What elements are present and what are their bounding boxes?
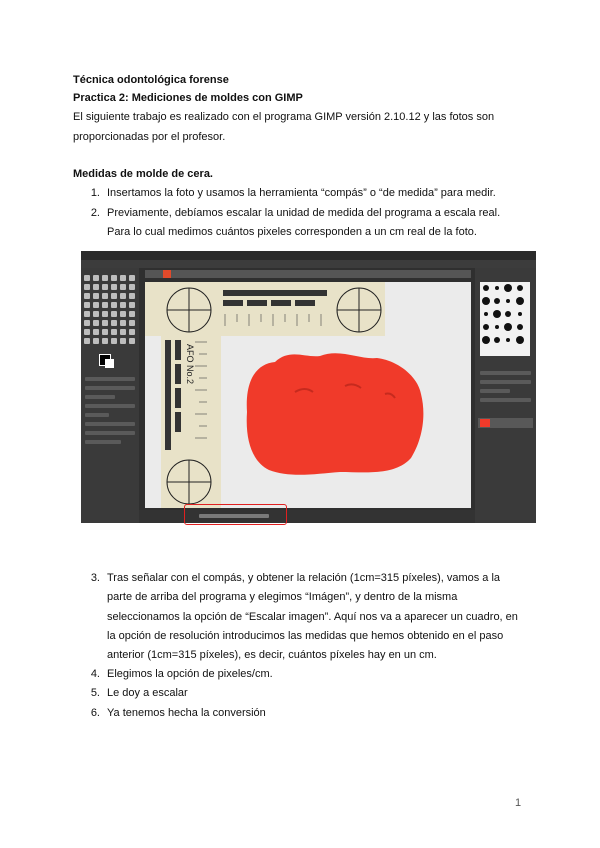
- tool-icon: [111, 311, 117, 317]
- tool-icon: [102, 293, 108, 299]
- tool-icon: [111, 302, 117, 308]
- tool-icon: [93, 338, 99, 344]
- tool-icon: [84, 293, 90, 299]
- bg-color-swatch: [105, 359, 114, 368]
- tool-icon: [111, 320, 117, 326]
- tool-icon: [84, 284, 90, 290]
- doc-subtitle: Practica 2: Mediciones de moldes con GIMP: [73, 92, 303, 104]
- tool-icon: [120, 311, 126, 317]
- tool-icon: [120, 320, 126, 326]
- tool-icon: [102, 311, 108, 317]
- tool-icon: [111, 275, 117, 281]
- tool-icon: [111, 284, 117, 290]
- intro-line-2: proporcionadas por el profesor.: [73, 131, 226, 143]
- tool-options-panel: [83, 372, 137, 482]
- step-number: 3.: [90, 572, 100, 584]
- gimp-titlebar: [81, 251, 536, 260]
- tool-icon: [93, 329, 99, 335]
- tool-icon: [111, 293, 117, 299]
- tool-icon: [102, 320, 108, 326]
- tool-icon: [102, 284, 108, 290]
- tool-icon: [102, 302, 108, 308]
- tool-icon: [93, 293, 99, 299]
- tool-icon: [84, 302, 90, 308]
- tool-icon: [120, 293, 126, 299]
- gimp-toolbox: [81, 268, 139, 523]
- tool-icon: [120, 329, 126, 335]
- step-number: 4.: [90, 668, 100, 680]
- tool-icon: [93, 311, 99, 317]
- mold-photo: [145, 282, 471, 508]
- tool-icon: [120, 284, 126, 290]
- ruler-label: AFO No.2: [185, 344, 195, 385]
- tool-icon: [129, 284, 135, 290]
- step-text: Previamente, debíamos escalar la unidad de medida del programa a escala real.: [107, 207, 501, 219]
- tool-icon: [93, 275, 99, 281]
- gimp-menubar: [81, 260, 536, 268]
- status-highlight-box: [184, 504, 287, 525]
- tool-icon: [129, 320, 135, 326]
- step-number: 2.: [90, 207, 100, 219]
- step-text: Elegimos la opción de pixeles/cm.: [107, 668, 273, 680]
- tool-icon: [93, 302, 99, 308]
- tool-icon: [84, 275, 90, 281]
- canvas-area: [139, 268, 475, 510]
- step-text: parte de arriba del programa y elegimos “Imágen”, y dentro de la misma: [107, 591, 458, 603]
- tool-icon: [129, 275, 135, 281]
- tool-icons-grid: [83, 274, 137, 350]
- dock-options: [478, 366, 533, 406]
- tool-icon: [84, 320, 90, 326]
- step-text: Insertamos la foto y usamos la herramienta “compás” o “de medida” para medir.: [107, 187, 496, 199]
- step-number: 5.: [90, 687, 100, 699]
- right-dock: [475, 268, 536, 523]
- step-number: 1.: [90, 187, 100, 199]
- tool-icon: [111, 329, 117, 335]
- tool-icon: [111, 338, 117, 344]
- page-number: 1: [515, 797, 522, 809]
- wax-mold-shape: [247, 353, 424, 475]
- tool-icon: [129, 329, 135, 335]
- gimp-screenshot: [81, 251, 536, 523]
- intro-line-1: El siguiente trabajo es realizado con el programa GIMP versión 2.10.12 y las fotos son: [73, 111, 495, 123]
- tool-icon: [84, 329, 90, 335]
- doc-title: Técnica odontológica forense: [73, 74, 229, 86]
- brushes-panel: [480, 282, 530, 356]
- step-number: 6.: [90, 707, 100, 719]
- tool-icon: [129, 293, 135, 299]
- tool-icon: [102, 329, 108, 335]
- tool-icon: [93, 320, 99, 326]
- step-text: Para lo cual medimos cuántos pixeles corresponden a un cm real de la foto.: [107, 226, 477, 238]
- tool-icon: [84, 338, 90, 344]
- tool-icon: [102, 275, 108, 281]
- tool-icon: [93, 284, 99, 290]
- tool-icon: [129, 338, 135, 344]
- step-text: Le doy a escalar: [107, 687, 188, 699]
- tool-icon: [129, 311, 135, 317]
- layers-row: [478, 418, 533, 428]
- step-text: Tras señalar con el compás, y obtener la relación (1cm=315 píxeles), vamos a la: [107, 572, 501, 584]
- section-heading: Medidas de molde de cera.: [73, 168, 213, 180]
- tool-icon: [84, 311, 90, 317]
- tool-icon: [102, 338, 108, 344]
- tool-icon: [129, 302, 135, 308]
- image-tab-icon: [163, 270, 171, 278]
- step-text: seleccionamos la opción de “Escalar imagen”. Aquí nos va a aparecer un cuadro, en: [107, 611, 518, 623]
- horizontal-ruler: [145, 270, 471, 278]
- step-text: Ya tenemos hecha la conversión: [107, 707, 266, 719]
- step-text: anterior (1cm=315 píxeles), es decir, cuántos píxeles hay en un cm.: [107, 649, 437, 661]
- tool-icon: [120, 338, 126, 344]
- tool-icon: [120, 302, 126, 308]
- step-text: la opción de resolución introducimos las medidas que hemos obtenido en el paso: [107, 630, 504, 642]
- tool-icon: [120, 275, 126, 281]
